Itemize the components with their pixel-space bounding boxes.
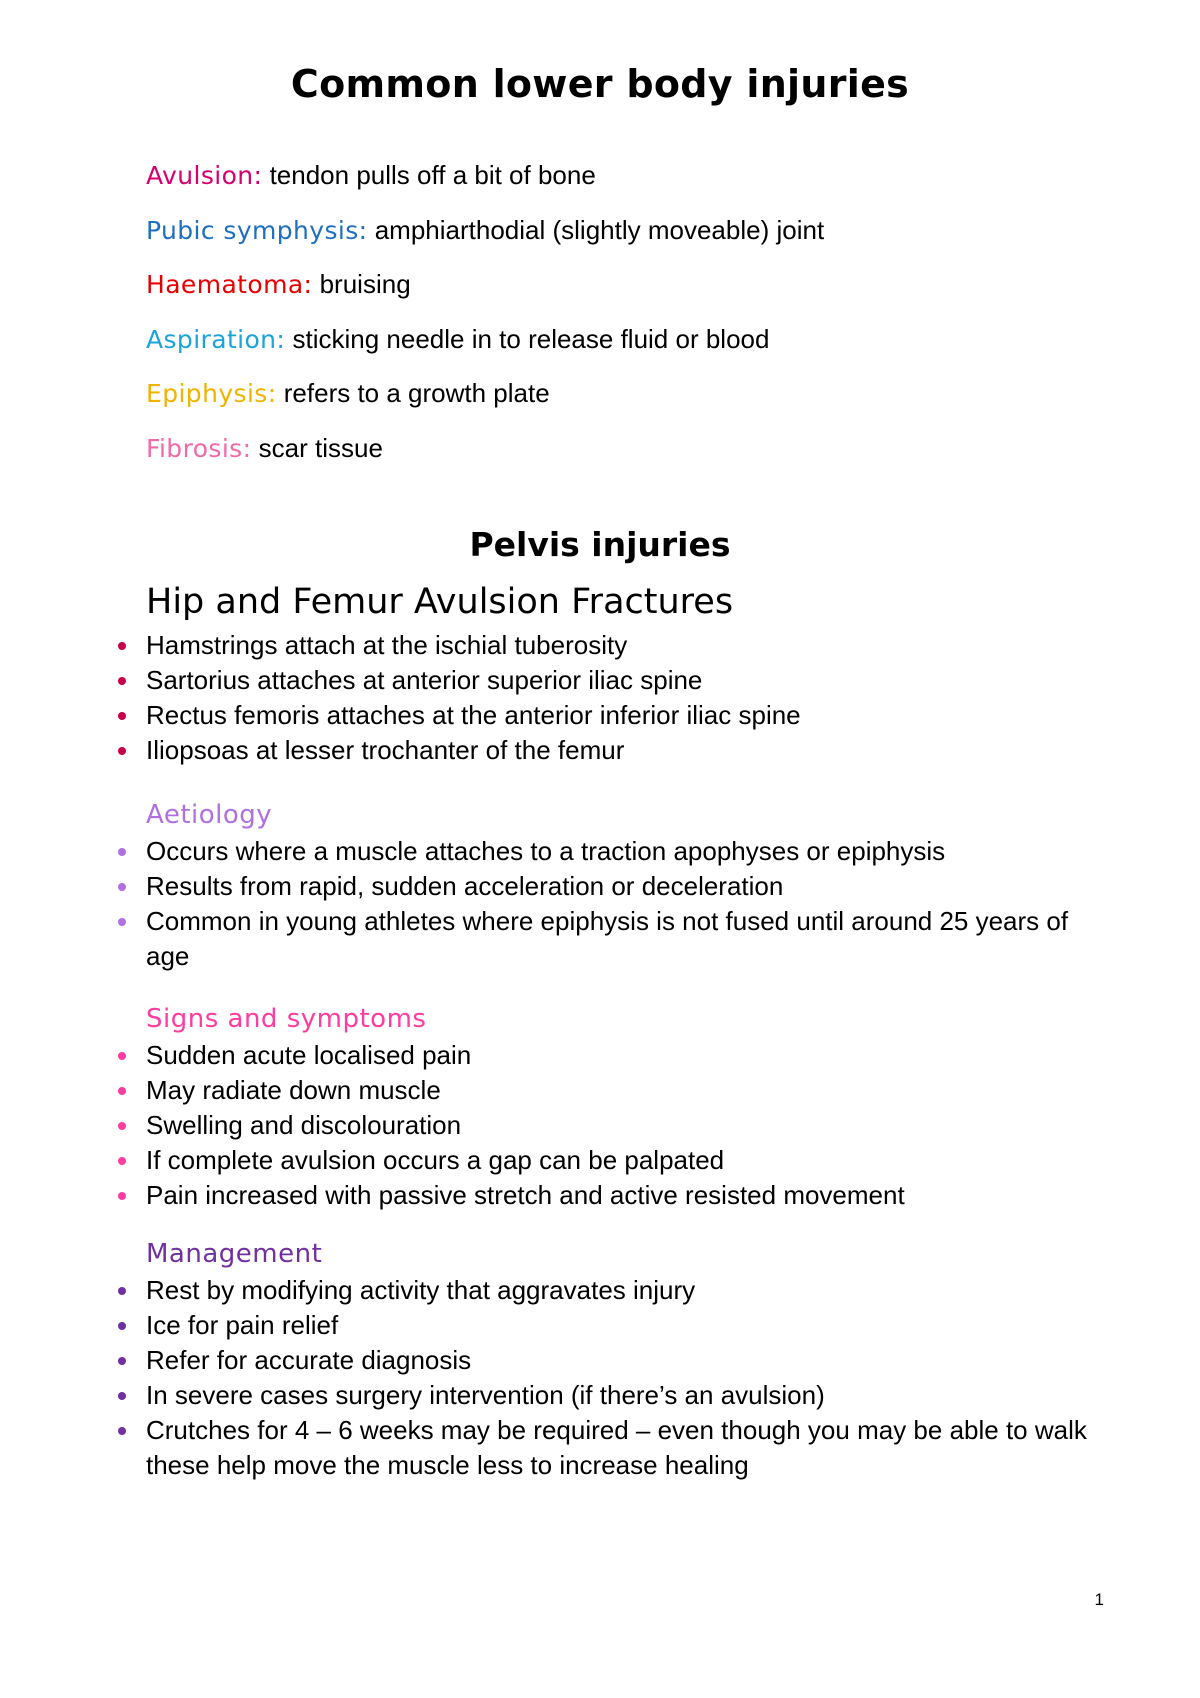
list-item-text: Common in young athletes where epiphysis is not fused until around 25 years of age <box>146 906 1069 971</box>
glossary-definition: bruising <box>312 269 411 299</box>
list-item <box>146 1273 1106 1308</box>
bullet-icon <box>118 848 126 856</box>
list-item <box>146 1178 1106 1213</box>
management-block <box>146 1237 1106 1483</box>
list-item-text: Ice for pain relief <box>146 1310 339 1340</box>
list-item <box>146 1143 1106 1178</box>
signs-symptoms-list <box>146 1038 1106 1213</box>
glossary-term: Haematoma: <box>146 270 313 299</box>
aetiology-list <box>146 834 1106 974</box>
glossary-term: Epiphysis: <box>146 379 277 408</box>
bullet-icon <box>118 712 126 720</box>
glossary-definition: tendon pulls off a bit of bone <box>262 160 596 190</box>
section-heading-pelvis: Pelvis injuries <box>469 525 731 564</box>
glossary-definition: refers to a growth plate <box>276 378 550 408</box>
bullet-icon <box>118 883 126 891</box>
bullet-icon <box>118 1087 126 1095</box>
list-item <box>146 698 1106 733</box>
list-item-text: Sartorius attaches at anterior superior iliac spine <box>146 665 703 695</box>
glossary-entry-haematoma <box>146 267 1106 322</box>
list-item-text: Occurs where a muscle attaches to a traction apophyses or epiphysis <box>146 836 946 866</box>
glossary-term: Aspiration: <box>146 324 286 354</box>
bullet-icon <box>118 1157 126 1165</box>
glossary-term: Pubic symphysis: <box>146 215 368 245</box>
signs-symptoms-block <box>146 1002 1106 1213</box>
list-item-text: May radiate down muscle <box>146 1075 441 1105</box>
list-item <box>146 628 1106 663</box>
list-item <box>146 904 1106 974</box>
subsection-heading-hip-femur: Hip and Femur Avulsion Fractures <box>146 582 734 622</box>
list-item <box>146 733 1106 768</box>
list-item <box>146 1343 1106 1378</box>
glossary-entry-pubic-symphysis <box>146 213 1106 268</box>
list-item-text: In severe cases surgery intervention (if there’s an avulsion) <box>146 1380 825 1410</box>
list-item-text: Rectus femoris attaches at the anterior inferior iliac spine <box>146 700 801 730</box>
list-item <box>146 1308 1106 1343</box>
bullet-icon <box>118 1287 126 1295</box>
bullet-icon <box>118 677 126 685</box>
list-item-text: Iliopsoas at lesser trochanter of the femur <box>146 735 625 765</box>
glossary-definition: scar tissue <box>251 432 383 463</box>
glossary-entry-fibrosis <box>146 431 1106 486</box>
bullet-icon <box>118 642 126 650</box>
glossary-entry-avulsion <box>146 158 1106 213</box>
list-item-text: Sudden acute localised pain <box>146 1040 472 1070</box>
list-item-text: Swelling and discolouration <box>146 1110 462 1140</box>
glossary-definition: amphiarthodial (slightly moveable) joint <box>367 214 825 245</box>
list-item <box>146 869 1106 904</box>
bullet-icon <box>118 1392 126 1400</box>
list-item <box>146 1378 1106 1413</box>
bullet-icon <box>118 1052 126 1060</box>
glossary-entry-epiphysis <box>146 376 1106 431</box>
bullet-icon <box>118 918 126 926</box>
aetiology-block <box>146 798 1106 974</box>
hip-attachments-block <box>146 628 1106 768</box>
list-item-text: If complete avulsion occurs a gap can be palpated <box>146 1145 725 1175</box>
bullet-icon <box>118 747 126 755</box>
signs-symptoms-heading: Signs and symptoms <box>146 1004 427 1034</box>
list-item-text: Results from rapid, sudden acceleration or deceleration <box>146 871 784 901</box>
glossary-term: Avulsion: <box>146 161 263 190</box>
list-item <box>146 1108 1106 1143</box>
list-item-text: Refer for accurate diagnosis <box>146 1345 472 1375</box>
list-item <box>146 1413 1106 1483</box>
list-item <box>146 834 1106 869</box>
glossary-term: Fibrosis: <box>146 433 252 463</box>
glossary-definition: sticking needle in to release fluid or blood <box>285 323 770 354</box>
hip-attachments-list <box>146 628 1106 768</box>
aetiology-heading: Aetiology <box>146 800 273 830</box>
glossary <box>146 158 1106 485</box>
bullet-icon <box>118 1427 126 1435</box>
list-item-text: Crutches for 4 – 6 weeks may be required – even though you may be able to walk these help move the muscle less to increase healing <box>146 1415 1087 1480</box>
management-list <box>146 1273 1106 1483</box>
list-item <box>146 663 1106 698</box>
list-item-text: Pain increased with passive stretch and active resisted movement <box>146 1180 905 1210</box>
document-title: Common lower body injuries <box>290 62 910 106</box>
management-heading: Management <box>146 1239 323 1269</box>
bullet-icon <box>118 1357 126 1365</box>
list-item <box>146 1038 1106 1073</box>
bullet-icon <box>118 1322 126 1330</box>
list-item-text: Rest by modifying activity that aggravates injury <box>146 1275 696 1305</box>
glossary-entry-aspiration <box>146 322 1106 377</box>
bullet-icon <box>118 1192 126 1200</box>
bullet-icon <box>118 1122 126 1130</box>
list-item <box>146 1073 1106 1108</box>
page-number: 1 <box>1094 1590 1104 1609</box>
list-item-text: Hamstrings attach at the ischial tuberosity <box>146 630 628 660</box>
